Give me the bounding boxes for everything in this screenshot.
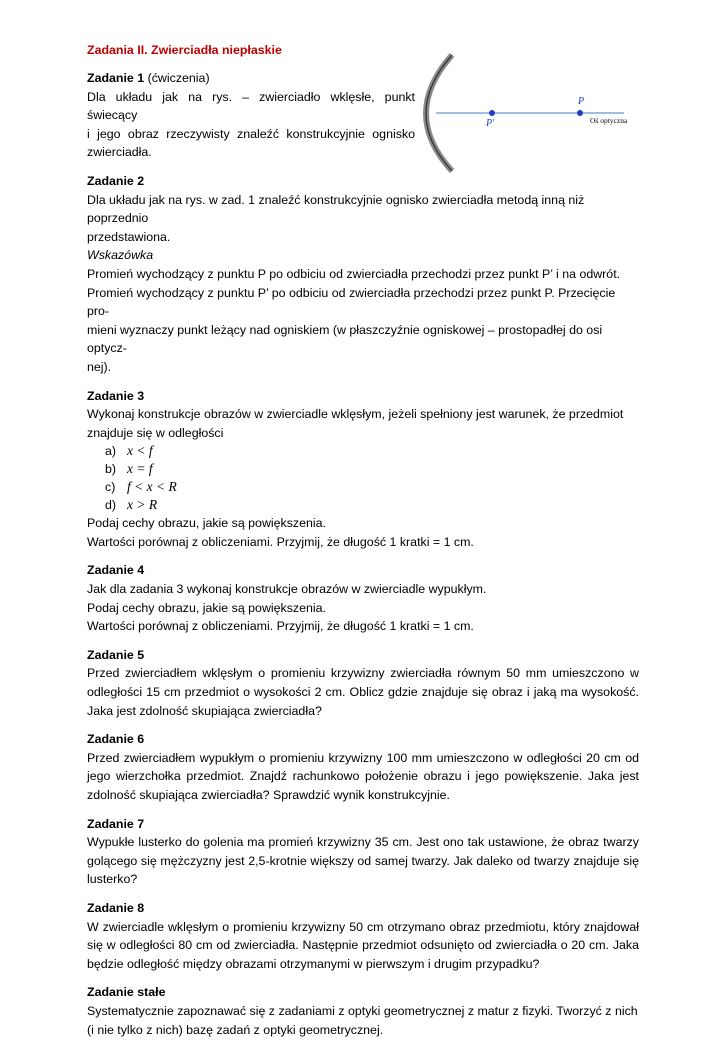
task-1-heading: Zadanie 1 [87,71,145,85]
condition-list [87,442,639,514]
task-1-line: i jego obraz rzeczywisty znaleźć konstrukcyjnie ognisko [87,126,415,141]
math-expression: x < f [127,443,153,459]
task-2-line: mieni wyznaczy punkt leżący nad ogniskiem (w płaszczyźnie ogniskowej – prostopadłej do osi optycz- [87,322,603,356]
list-item: b) x = f [105,461,153,477]
task-2-line: nej). [87,359,112,374]
label-p: P [578,96,585,107]
standing-task-heading: Zadanie stałe [87,985,166,1000]
task-7-text: Wypukłe lusterko do golenia ma promień krzywizny 35 cm. Jest ono tak ustawione, że obraz twarzy golącego się mężczyzny jest 2,5-krotnie większy od samej twarzy. Jak daleko od twarzy znajduje się lusterko? [87,835,639,887]
task-2-line: Promień wychodzący z punktu P’ po odbiciu od zwierciadła przechodzi przez punkt P. Przecięcie pro- [87,285,616,319]
math-expression: x > R [127,497,158,513]
task-7-heading: Zadanie 7 [87,816,145,831]
task-2 [87,172,639,377]
task-1-note: (ćwiczenia) [147,71,210,85]
list-item: d) x > R [105,497,158,513]
task-6 [87,730,639,804]
mirror-diagram [418,52,638,174]
task-3-line: Podaj cechy obrazu, jakie są powiększenia. [87,516,326,531]
task-2-heading: Zadanie 2 [87,173,145,188]
math-expression: f < x < R [127,479,177,495]
point-p-prime [489,110,495,116]
standing-task-line: (i nie tylko z nich) bazę zadań z optyki geometrycznej. [87,1022,384,1037]
page-title: Zadania II. Zwierciadła niepłaskie [87,43,282,57]
task-2-line: Dla układu jak na rys. w zad. 1 znaleźć konstrukcyjnie ognisko zwierciadła metodą inną niż poprzednio [87,192,585,226]
axis-label: Oś optyczna [590,116,628,125]
standing-task-line: Systematycznie zapoznawać się z zadaniami z optyki geometrycznej z matur z fizyki. Tworzyć z nich [87,1003,638,1018]
task-4 [87,561,639,635]
task-4-line: Podaj cechy obrazu, jakie są powiększenia. [87,600,326,615]
task-5-heading: Zadanie 5 [87,647,145,662]
task-7 [87,815,639,889]
task-8-text: W zwierciadle wklęsłym o promieniu krzywizny 50 cm otrzymano obraz przedmiotu, który znajdował się w odległości 80 cm od zwierciadła. Następnie przedmiot odsunięto od zwierciadła o 20 cm. Jaka będzie odległość między obrazami otrzymanymi w pierwszym i drugim przypadku? [87,919,639,971]
task-5-text: Przed zwierciadłem wklęsłym o promieniu krzywizny zwierciadła równym 50 mm umieszczono w odległości 15 cm przedmiot o wysokości 2 cm. Oblicz gdzie znajduje się obraz i jaką ma wysokość. Jaka jest zdolność skupiająca zwierciadła? [87,666,639,718]
task-3-line: Wartości porównaj z obliczeniami. Przyjmij, że długość 1 kratki = 1 cm. [87,534,474,549]
task-3-line: Wykonaj konstrukcje obrazów w zwierciadle wklęsłym, jeżeli spełniony jest warunek, że przedmiot [87,407,624,422]
task-4-heading: Zadanie 4 [87,563,145,578]
task-1-line: Dla układu jak na rys. – zwierciadło wklęsłe, punkt świecący [87,89,415,123]
document-page [87,41,639,1049]
standing-task [87,983,639,1039]
task-8 [87,899,639,973]
list-item: c) f < x < R [105,479,177,495]
task-1-line: zwierciadła. [87,145,152,160]
task-2-line: Promień wychodzący z punktu P po odbiciu od zwierciadła przechodzi przez punkt P’ i na odwrót. [87,266,621,281]
task-3-line: znajduje się w odległości [87,425,224,440]
task-6-text: Przed zwierciadłem wypukłym o promieniu krzywizny 100 mm umieszczono w odległości 20 cm od jego wierzchołka przedmiot. Znajdź rachunkowo położenie obrazu i jego powiększenie. Jaka jest zdolność skupiająca zwierciadła? Sprawdzić wynik konstrukcyjnie. [87,750,639,802]
hint-label: Wskazówka [87,248,154,263]
list-item: a) x < f [105,443,153,459]
label-p-prime: P' [486,118,495,129]
math-expression: x = f [127,461,153,477]
task-2-line: przedstawiona. [87,229,171,244]
task-4-line: Wartości porównaj z obliczeniami. Przyjmij, że długość 1 kratki = 1 cm. [87,619,474,634]
task-6-heading: Zadanie 6 [87,732,145,747]
task-4-line: Jak dla zadania 3 wykonaj konstrukcje obrazów w zwierciadle wypukłym. [87,582,487,597]
point-p [577,110,583,116]
task-3 [87,387,639,552]
task-5 [87,646,639,720]
task-8-heading: Zadanie 8 [87,900,145,915]
task-3-heading: Zadanie 3 [87,388,145,403]
